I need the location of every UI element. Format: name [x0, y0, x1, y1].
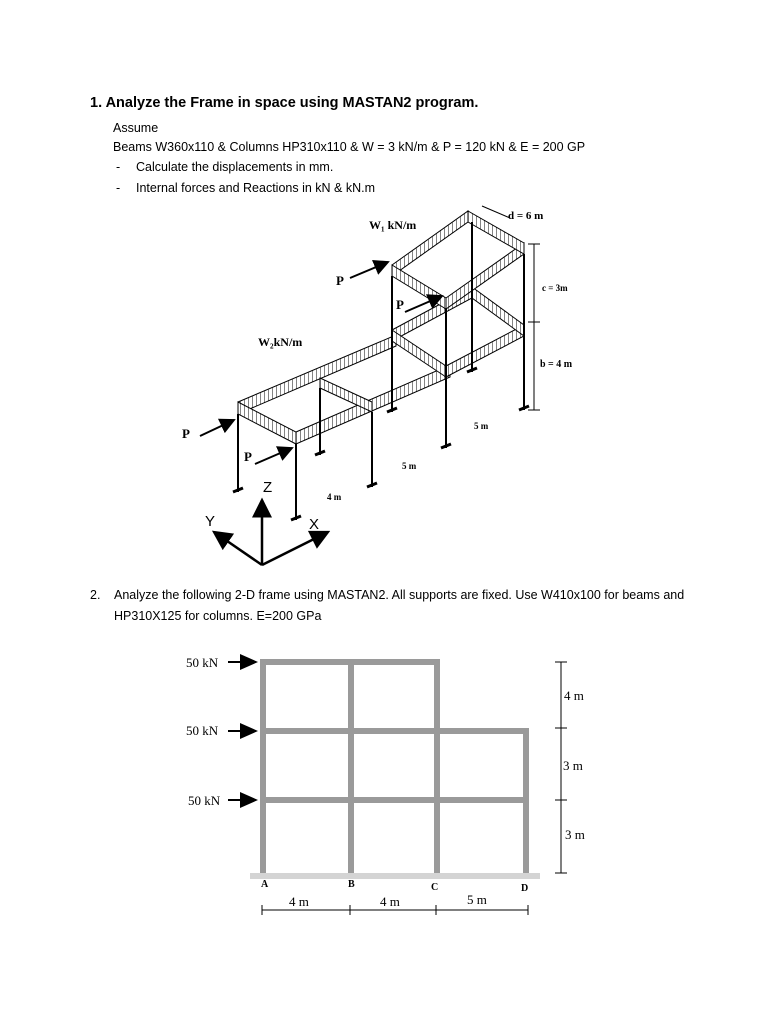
bullet-dash: - [116, 181, 121, 195]
height-label-middle: 3 m [563, 758, 583, 773]
axis-x-label: X [309, 516, 320, 533]
question-2-number: 2. [90, 588, 101, 602]
frame-members [263, 662, 526, 872]
ground-hatch [250, 873, 540, 879]
support-a-label: A [261, 879, 269, 890]
p-load-label-left: P [182, 426, 190, 441]
span-label-cd: 5 m [467, 892, 487, 907]
w1-load-label: W₁ kN/m [369, 218, 417, 232]
dim-4m-left: 4 m [327, 492, 342, 502]
dim-c-label: c = 3m [542, 283, 568, 293]
w2-load-label: W₂kN/m [258, 335, 303, 349]
span-label-ab: 4 m [289, 894, 309, 909]
task-internal-forces: Internal forces and Reactions in kN & kN.m [136, 181, 375, 195]
support-d-label: D [521, 883, 529, 894]
lateral-load-arrows [228, 662, 256, 800]
height-label-bottom: 3 m [565, 827, 585, 842]
dim-d-label: d = 6 m [508, 210, 544, 222]
dim-b-label: b = 4 m [540, 359, 573, 370]
load-label-middle: 50 kN [186, 723, 219, 738]
span-label-bc: 4 m [380, 894, 400, 909]
p-load-label-front: P [244, 449, 252, 464]
support-b-label: B [348, 879, 355, 890]
dim-5m-center: 5 m [402, 461, 417, 471]
bullet-dash: - [116, 160, 121, 174]
load-label-top: 50 kN [186, 655, 219, 670]
dim-5m-right: 5 m [474, 421, 489, 431]
question-1-title: 1. Analyze the Frame in space using MASTAN2 program. [90, 95, 479, 111]
load-label-bottom: 50 kN [188, 793, 221, 808]
axis-z-label: Z [263, 479, 273, 496]
axis-y-label: Y [205, 513, 216, 530]
question-2-text: Analyze the following 2-D frame using MASTAN2. All supports are fixed. Use W410x100 for beams and HP310X125 for columns. E=200 GPa [114, 588, 685, 623]
section-properties-line: Beams W360x110 & Columns HP310x110 & W = 3 kN/m & P = 120 kN & E = 200 GP [113, 140, 586, 154]
assume-label: Assume [113, 121, 159, 135]
support-c-label: C [431, 882, 439, 893]
height-label-top: 4 m [564, 688, 584, 703]
p-load-label-mid: P [396, 297, 404, 312]
p-load-label-top: P [336, 273, 344, 288]
task-displacements: Calculate the displacements in mm. [136, 160, 334, 174]
